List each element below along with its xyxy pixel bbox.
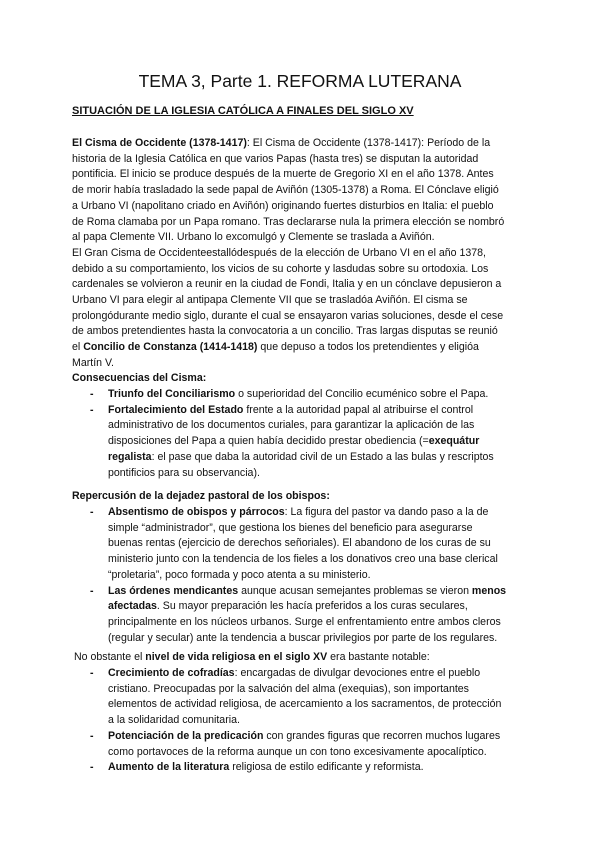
text-line: buenas rentas (ejercicio de derechos señoriales). El abandono de los curas de su	[108, 537, 491, 550]
text-run: disposiciones del Papa a quien había decidido prestar obediencia (=	[108, 435, 429, 448]
text-line: de Roma clamaba por un Papa romano. Tras declararse nula la primera elección se nombró	[72, 215, 505, 228]
text-run: frente a la autoridad papal al atribuirse el control	[243, 403, 474, 416]
text-line	[108, 760, 542, 776]
dash-bullet: -	[90, 761, 94, 774]
text-line: elementos de actividad religiosa, de acercamiento a los sacramentos, de protección	[108, 698, 502, 711]
text-run: religiosa de estilo edificante y reformista.	[229, 761, 424, 774]
consecuencias-list	[72, 387, 542, 481]
text-run: con grandes figuras que recorren muchos lugares	[263, 729, 501, 742]
text-line: pontificios para su observancia).	[108, 466, 260, 479]
text-line: cardenales se volvieron a reunir en la ciudad de Fondi, Italia y en un cónclave depusieron a	[72, 278, 502, 291]
text-line: Martín V.	[72, 356, 115, 369]
list-item	[72, 403, 542, 482]
text-run: : el pase que daba la autoridad civil de un Estado a las bulas y rescriptos	[151, 450, 494, 463]
list-item	[72, 729, 542, 760]
text-run: : La figura del pastor va dando paso a la de	[284, 506, 489, 518]
list-item	[72, 387, 542, 403]
text-line: pontificia. El inicio se produce después de la muerte de Gregorio XI en el año 1378. Antes	[72, 168, 494, 181]
text-line: principalmente en los núcleos urbanos. Surge el enfrentamiento entre ambos cleros	[108, 615, 501, 628]
bold-term: Absentismo de obispos y párrocos	[108, 506, 285, 518]
bold-term: exequátur	[428, 435, 480, 448]
text-run: . Su mayor preparación les hacía preferidos a los curas seculares,	[156, 600, 468, 613]
dash-bullet: -	[90, 667, 94, 679]
text-line: como portavoces de la reforma aunque un con tono excesivamente apocalíptico.	[108, 745, 487, 758]
text-line: prolongódurante medio siglo, durante el cual se ensayaron varias soluciones, desde el cese	[72, 309, 504, 322]
consecuencias-heading: Consecuencias del Cisma:	[72, 372, 207, 384]
bold-term: Las órdenes mendicantes	[108, 584, 239, 597]
bold-term: Aumento de la literatura	[108, 761, 230, 774]
list-item	[72, 505, 542, 584]
bold-term: Concilio de Constanza (1414-1418)	[83, 341, 258, 354]
dash-bullet: -	[90, 403, 94, 416]
text-line: debido a su comportamiento, los vicios de su cohorte y lasdudas sobre su ortodoxia. Los	[72, 262, 489, 275]
text-line: historia de la Iglesia Católica en que varios Papas (hasta tres) se disputan la autoridad	[72, 152, 479, 165]
bold-term: Crecimiento de cofradías	[108, 667, 235, 679]
cisma-paragraph	[72, 136, 532, 372]
list-item	[72, 760, 542, 776]
religiosa-list	[72, 666, 542, 776]
text-run: o superioridad del Concilio ecuménico sobre el Papa.	[235, 388, 489, 400]
document-title: TEMA 3, Parte 1. REFORMA LUTERANA	[138, 71, 462, 91]
text-line	[108, 729, 542, 745]
list-item	[72, 666, 542, 729]
text-run: No obstante el	[74, 651, 146, 663]
dash-bullet: -	[90, 388, 94, 400]
text-line	[108, 387, 542, 403]
text-line	[108, 434, 542, 450]
text-run: : El Cisma de Occidente (1378-1417): Período de la	[246, 137, 491, 149]
text-run: : encargadas de divulgar devociones entre el pueblo	[234, 667, 481, 679]
text-line	[108, 450, 542, 466]
text-line	[108, 599, 542, 615]
bold-term: nivel de vida religiosa en el siglo XV	[145, 651, 328, 663]
text-line	[72, 340, 532, 356]
text-line: de ambos pretendientes hasta la convocatoria a un concilio. Tras largas disputas se reunió	[72, 325, 498, 338]
text-run: aunque acusan semejantes problemas se vieron	[238, 584, 472, 597]
bold-term: Potenciación de la predicación	[108, 729, 264, 742]
text-line: administrativo de los documentos curiales, para garantizar la aplicación de las	[108, 419, 475, 432]
dash-bullet: -	[90, 506, 94, 518]
list-item	[72, 584, 542, 647]
text-line: “proletaria”, poco formada y poco atenta a su ministerio.	[108, 568, 371, 581]
text-line	[108, 403, 542, 419]
text-run: que depuso a todos los pretendientes y eligióa	[257, 341, 479, 354]
text-line	[72, 136, 532, 152]
text-run: era bastante notable:	[327, 651, 430, 663]
text-line: (regular y secular) ante la tendencia a buscar privilegios por parte de los regulares.	[108, 631, 498, 644]
text-line	[108, 505, 542, 521]
bold-term: El Cisma de Occidente (1378-1417)	[72, 137, 247, 149]
bold-term: regalista	[108, 450, 152, 463]
bold-term: menos	[471, 584, 507, 597]
text-line	[108, 584, 542, 600]
dash-bullet: -	[90, 584, 94, 597]
text-run: el	[72, 341, 84, 354]
text-line: ministerio junto con la tendencia de los fieles a los donativos creo una base clerical	[108, 553, 498, 566]
text-line: El Gran Cisma de Occidenteestallódespués de la elección de Urbano VI en el año 1378,	[72, 246, 486, 259]
dash-bullet: -	[90, 729, 94, 742]
repercusion-heading: Repercusión de la dejadez pastoral de los obispos:	[72, 490, 330, 502]
bold-term: Triunfo del Conciliarismo	[108, 388, 236, 400]
text-line: al papa Clemente VII. Urbano lo excomulgó y Clemente se traslada a Aviñón.	[72, 231, 435, 244]
bold-term: afectadas	[108, 600, 157, 613]
text-line	[108, 666, 542, 682]
text-line: cristiano. Preocupadas por la salvación del alma (exequias), son importantes	[108, 682, 469, 695]
religiosa-heading	[74, 650, 430, 666]
repercusion-list	[72, 505, 542, 646]
bold-term: Fortalecimiento del Estado	[108, 403, 244, 416]
text-line: a la solidaridad comunitaria.	[108, 714, 240, 727]
section-subtitle: SITUACIÓN DE LA IGLESIA CATÓLICA A FINALES DEL SIGLO XV	[72, 105, 414, 117]
text-line: de morir había trasladado la sede papal de Aviñón (1305-1378) a Roma. El Cónclave eligió	[72, 184, 499, 197]
text-line: Urbano VI para elegir al antipapa Clemente VII que se trasladóa Aviñón. El cisma se	[72, 294, 468, 307]
text-line: a Urbano VI (napolitano criado en Aviñón) originando fuertes disturbios en Italia: el pueblo	[72, 199, 494, 212]
text-line: simple “administrador”, que gestiona los bienes del beneficio para asegurarse	[108, 521, 473, 534]
